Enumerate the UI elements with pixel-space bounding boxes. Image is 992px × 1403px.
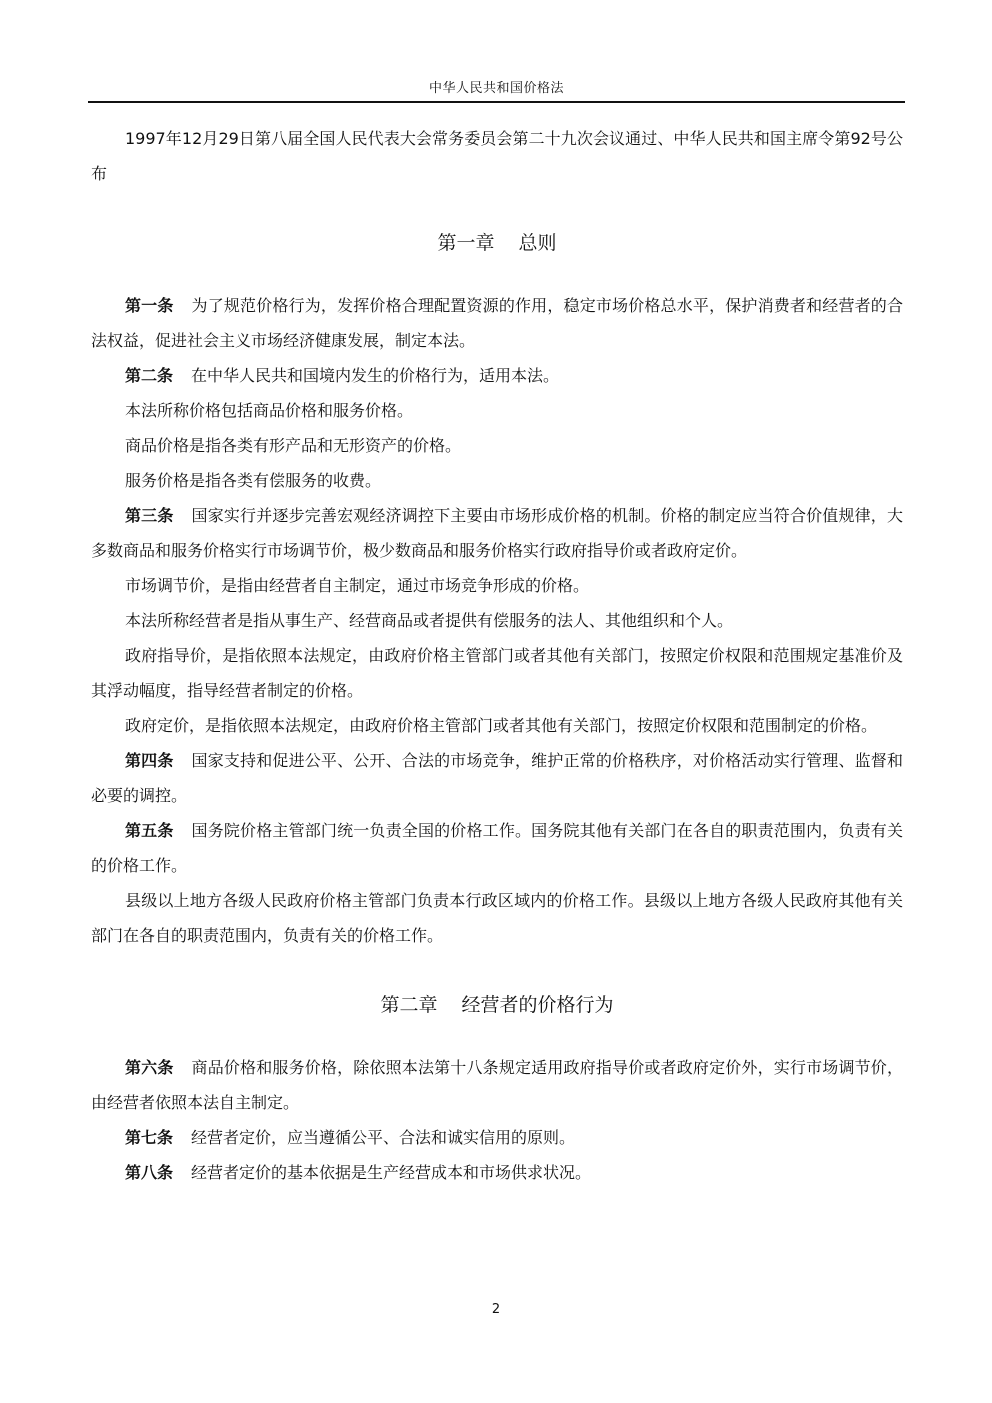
chapter-title: 经营者的价格行为 <box>461 994 614 1016</box>
article-5 <box>91 813 903 883</box>
article-label: 第一条 <box>125 296 174 315</box>
article-label: 第七条 <box>125 1128 174 1147</box>
chapter-heading-1 <box>91 228 903 258</box>
article-text: 经营者定价，应当遵循公平、合法和诚实信用的原则。 <box>191 1128 576 1147</box>
article-text: 国务院价格主管部门统一负责全国的价格工作。国务院其他有关部门在各自的职责范围内，负责有关的价格工作。 <box>91 821 903 875</box>
article-paragraph: 政府指导价，是指依照本法规定，由政府价格主管部门或者其他有关部门，按照定价权限和范围规定基准价及其浮动幅度，指导经营者制定的价格。 <box>91 646 903 700</box>
article-6 <box>91 1050 903 1120</box>
article-text: 为了规范价格行为，发挥价格合理配置资源的作用，稳定市场价格总水平，保护消费者和经营者的合法权益，促进社会主义市场经济健康发展，制定本法。 <box>91 296 903 350</box>
chapter-heading-2 <box>91 990 903 1020</box>
article-7 <box>91 1120 903 1155</box>
article-4 <box>91 743 903 813</box>
chapter-number: 第二章 <box>380 994 438 1016</box>
intro-paragraph: 1997年12月29日第八届全国人民代表大会常务委员会第二十九次会议通过、中华人民共和国主席令第92号公布 <box>91 129 903 183</box>
article-label: 第五条 <box>125 821 174 840</box>
header-rule <box>88 101 905 103</box>
article-text: 在中华人民共和国境内发生的价格行为，适用本法。 <box>191 366 560 385</box>
running-header: 中华人民共和国价格法 <box>428 81 564 96</box>
article-8 <box>91 1155 903 1190</box>
article-label: 第四条 <box>125 751 174 770</box>
article-text: 国家实行并逐步完善宏观经济调控下主要由市场形成价格的机制。价格的制定应当符合价值规律，大多数商品和服务价格实行市场调节价，极少数商品和服务价格实行政府指导价或者政府定价。 <box>91 506 903 560</box>
article-2 <box>91 358 903 393</box>
article-paragraph: 本法所称价格包括商品价格和服务价格。 <box>125 401 414 420</box>
article-text: 经营者定价的基本依据是生产经营成本和市场供求状况。 <box>191 1163 592 1182</box>
article-paragraph: 市场调节价，是指由经营者自主制定，通过市场竞争形成的价格。 <box>125 576 590 595</box>
article-label: 第八条 <box>125 1163 174 1182</box>
chapter-title: 总则 <box>518 232 557 254</box>
article-label: 第三条 <box>125 506 174 525</box>
article-label: 第二条 <box>125 366 174 385</box>
chapter-number: 第一章 <box>437 232 495 254</box>
article-paragraph: 服务价格是指各类有偿服务的收费。 <box>125 471 382 490</box>
page-number: 2 <box>491 1302 501 1317</box>
article-paragraph: 县级以上地方各级人民政府价格主管部门负责本行政区域内的价格工作。县级以上地方各级人民政府其他有关部门在各自的职责范围内，负责有关的价格工作。 <box>91 891 903 945</box>
article-label: 第六条 <box>125 1058 174 1077</box>
article-text: 商品价格和服务价格，除依照本法第十八条规定适用政府指导价或者政府定价外，实行市场调节价，由经营者依照本法自主制定。 <box>91 1058 903 1112</box>
article-3 <box>91 498 903 568</box>
article-paragraph: 本法所称经营者是指从事生产、经营商品或者提供有偿服务的法人、其他组织和个人。 <box>125 611 734 630</box>
article-text: 国家支持和促进公平、公开、合法的市场竞争，维护正常的价格秩序，对价格活动实行管理、监督和必要的调控。 <box>91 751 903 805</box>
article-paragraph: 政府定价，是指依照本法规定，由政府价格主管部门或者其他有关部门，按照定价权限和范围制定的价格。 <box>125 716 878 735</box>
document-body <box>91 121 903 1190</box>
article-paragraph: 商品价格是指各类有形产品和无形资产的价格。 <box>125 436 462 455</box>
article-1 <box>91 288 903 358</box>
